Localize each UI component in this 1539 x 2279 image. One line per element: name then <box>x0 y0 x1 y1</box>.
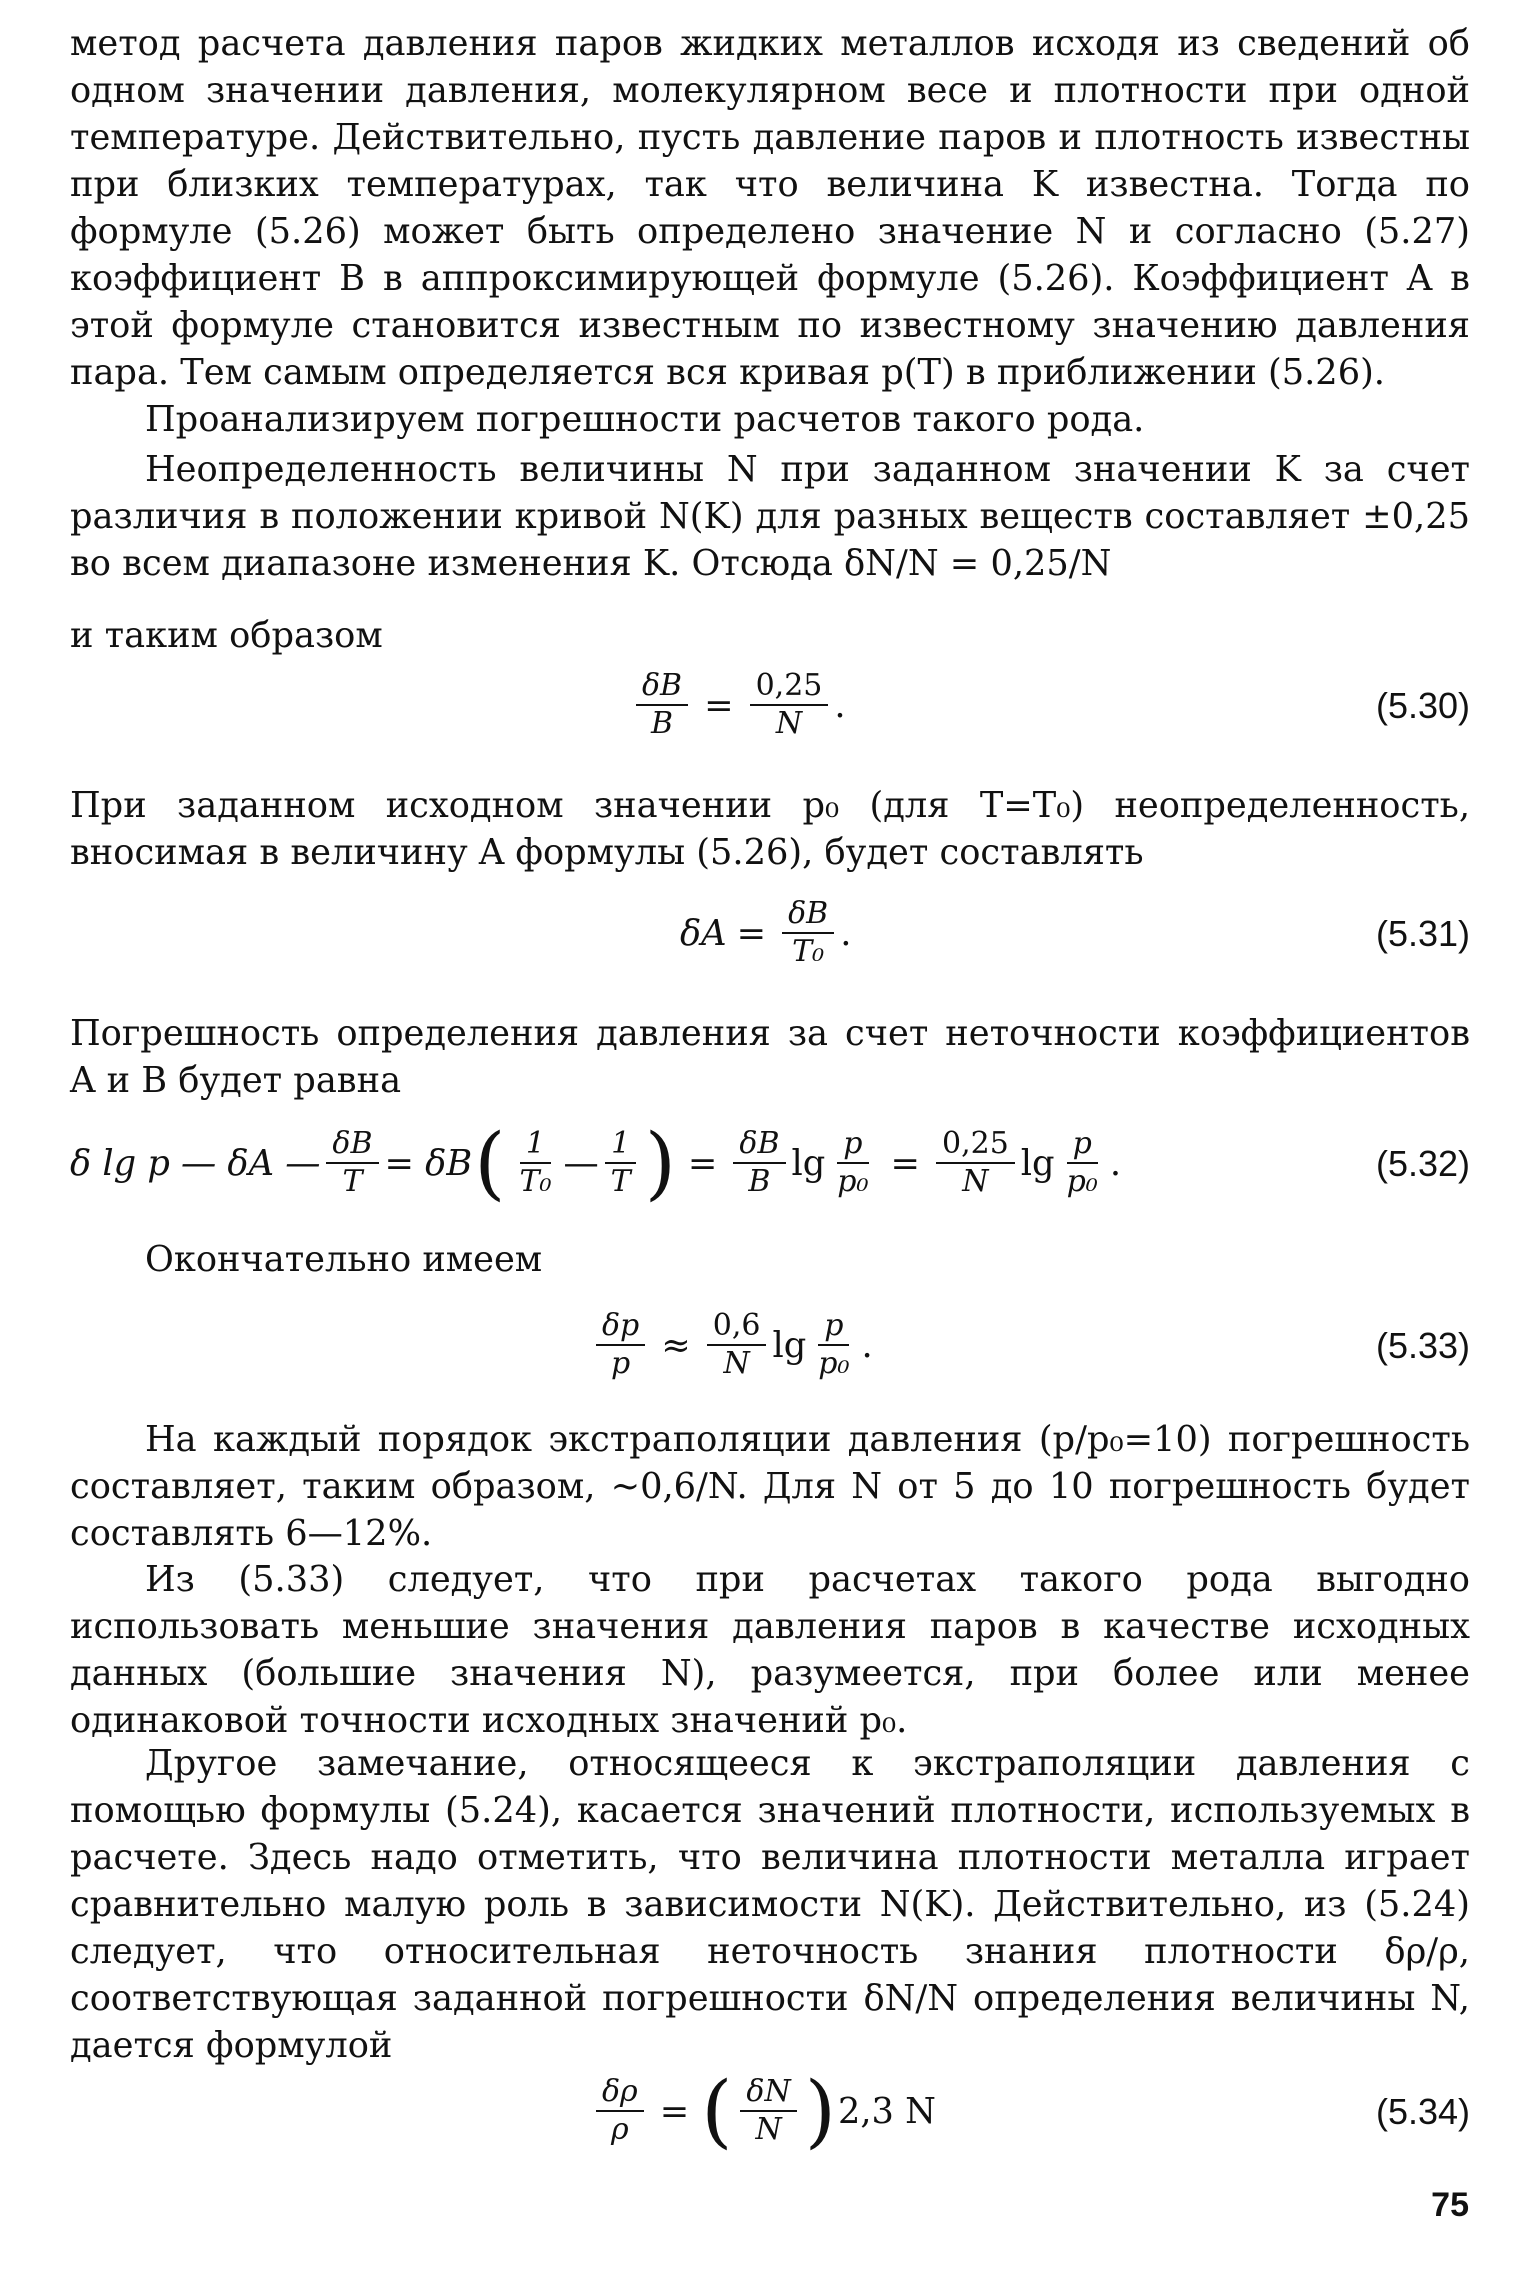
frac-dB-B: $\frac{\delta B}{B}$ <box>636 668 688 742</box>
equation-number-5-31: (5.31) <box>1375 912 1470 954</box>
page-number: 75 <box>1431 2186 1469 2224</box>
frac-06-N: $\frac{0,6}{N}$ <box>707 1308 767 1382</box>
paragraph-1: метод расчета давления паров жидких металлов исходя из сведений об одном значении давления, молекулярном весе и плотности при одной температуре. Действительно, пусть давление паров и плотность известны при близких температурах, так что величина K известна. Тогда по формуле (5.26) может быть определено значение N и согласно (5.27) коэффициент B в аппроксимирующей формуле (5.26). Коэффициент A в этой формуле становится известным по известному значению давления пара. Тем самым определяется вся кривая p(T) в приближении (5.26). <box>70 23 1470 393</box>
equation-5-30: $\frac{\delta B}{B}$ = $\frac{0,25}{N}$ . (5.30) <box>70 650 1470 760</box>
frac-drho-rho: $\frac{\delta\rho}{\rho}$ <box>596 2074 644 2148</box>
right-paren: ) <box>644 1116 676 1209</box>
paragraph-3: Неопределенность величины N при заданном значении K за счет различия в положении кривой N(K) для разных веществ составляет ±0,25 во всем диапазоне изменения K. Отсюда δN/N = 0,25/N <box>70 449 1470 584</box>
paragraph-6: Погрешность определения давления за счет неточности коэффициентов A и B будет равна <box>70 1013 1470 1101</box>
frac-p-p0-2: $\frac{p}{\text{p₀}}$ <box>1066 1126 1098 1199</box>
frac-025-N: $\frac{0,25}{N}$ <box>750 668 829 742</box>
paragraph-2: Проанализируем погрешности расчетов такого рода. <box>145 399 1145 440</box>
paragraph-5: При заданном исходном значении p₀ (для T=T₀) неопределенность, вносимая в величину A формулы (5.26), будет составлять <box>70 785 1470 873</box>
equation-number-5-34: (5.34) <box>1375 2090 1470 2132</box>
paragraph-10: Другое замечание, относящееся к экстраполяции давления с помощью формулы (5.24), касается значений плотности, используемых в расчете. Здесь надо отметить, что величина плотности металла играет сравнительно малую роль в зависимости N(K). Действительно, из (5.24) следует, что относительная неточность знания плотности δρ/ρ, соответствующая заданной погрешности δN/N определения величины N, дается формулой <box>70 1743 1470 2066</box>
left-paren: ( <box>474 1116 506 1209</box>
frac-dB-B-2: $\frac{\delta B}{B}$ <box>733 1126 785 1200</box>
frac-p-p0: $\frac{p}{\text{p₀}}$ <box>837 1126 869 1199</box>
frac-dp-p: $\frac{\delta p}{p}$ <box>596 1308 645 1382</box>
paragraph-4: и таким образом <box>70 615 383 656</box>
equation-5-31: δA = $\frac{\delta B}{\text{T₀}}$ . (5.31) <box>70 878 1470 988</box>
frac-dB-T0: $\frac{\delta B}{\text{T₀}}$ <box>782 896 834 970</box>
paragraph-7: Окончательно имеем <box>145 1239 543 1280</box>
frac-025-N-2: $\frac{0,25}{N}$ <box>936 1126 1015 1200</box>
equation-number-5-30: (5.30) <box>1375 684 1470 726</box>
equation-number-5-33: (5.33) <box>1375 1324 1470 1366</box>
equation-5-32: δ lg p — δA — $\frac{\delta B}{T}$ = δB ( $\frac{1}{\text{T₀}}$ — $\frac{1}{T}$ ) = $\frac{\delta B}{B}$ lg $\frac{p}{\text{p₀}}$ = $\frac{0,25}{N}$ lg $\frac{p}{\text{p₀}}$ . (5.32) <box>70 1108 1470 1218</box>
frac-1-T0: $\frac{1}{\text{T₀}}$ <box>519 1126 552 1199</box>
equation-5-34: $\frac{\delta\rho}{\rho}$ = ( $\frac{\delta N}{N}$ ) 2,3 N (5.34) <box>70 2056 1470 2166</box>
equation-5-33: $\frac{\delta p}{p}$ ≈ $\frac{0,6}{N}$ lg $\frac{p}{\text{p₀}}$ . (5.33) <box>70 1290 1470 1400</box>
paragraph-8: На каждый порядок экстраполяции давления (p/p₀=10) погрешность составляет, таким образом, ~0,6/N. Для N от 5 до 10 погрешность будет составлять 6—12%. <box>70 1419 1470 1554</box>
left-paren-2: ( <box>701 2064 733 2157</box>
right-paren-2: ) <box>804 2064 836 2157</box>
frac-dN-N: $\frac{\delta N}{N}$ <box>740 2074 796 2148</box>
frac-p-p0-3: $\frac{p}{\text{p₀}}$ <box>818 1308 850 1381</box>
frac-dB-T: $\frac{\delta B}{T}$ <box>326 1126 378 1200</box>
equation-number-5-32: (5.32) <box>1375 1142 1470 1184</box>
frac-1-T: $\frac{1}{T}$ <box>605 1126 637 1200</box>
paragraph-9: Из (5.33) следует, что при расчетах такого рода выгодно использовать меньшие значения давления паров в качестве исходных данных (большие значения N), разумеется, при более или менее одинаковой точности исходных значений p₀. <box>70 1559 1470 1741</box>
